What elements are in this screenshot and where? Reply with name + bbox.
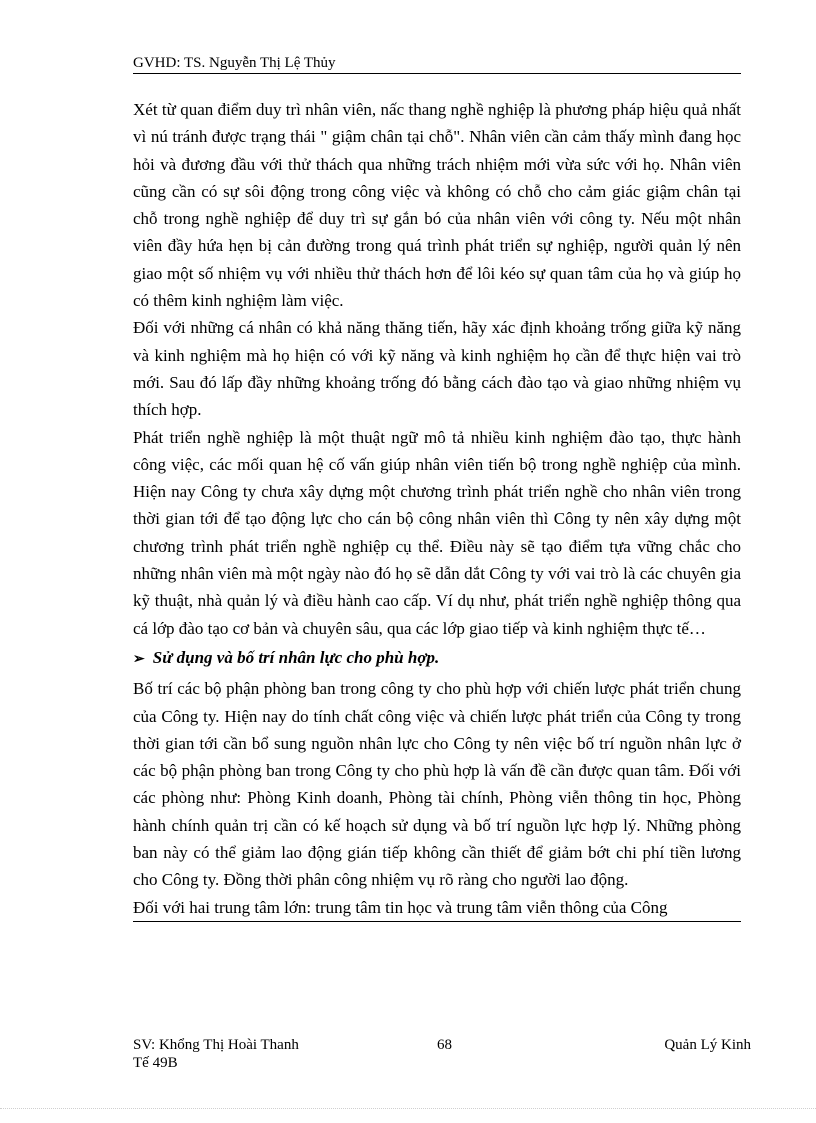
footer-student-class: Tế 49B [133,1055,178,1071]
page-number: 68 [437,1037,452,1053]
paragraph-5: Đối với hai trung tâm lớn: trung tâm tin học và trung tâm viễn thông của Công [133,894,741,922]
page-bottom-divider [0,1108,816,1109]
paragraph-1: Xét từ quan điểm duy trì nhân viên, nấc thang nghề nghiệp là phương pháp hiệu quả nhất vì nú tránh được trạng thái " giậm chân tại chỗ". Nhân viên cần cảm thấy mình đang học hỏi và đương đầu với thử thách qua những trách nhiệm mới vừa sức với họ. Nhân viên cũng cần có sự sôi động trong công việc và không có chỗ cho cảm giác giậm chân tại chỗ trong nghề nghiệp để duy trì sự gắn bó của nhân viên với công ty. Nếu một nhân viên đầy hứa hẹn bị cản đường trong quá trình phát triển sự nghiệp, người quản lý nên giao một số nhiệm vụ với nhiều thử thách hơn để lôi kéo sự quan tâm của họ và giúp họ có thêm kinh nghiệm làm việc. [133,100,741,311]
page-body [133,96,741,922]
section-heading [133,644,741,673]
footer-student [133,1036,353,1072]
section-heading-text: Sử dụng và bố trí nhân lực cho phù hợp. [152,647,440,667]
paragraph-3: Phát triển nghề nghiệp là một thuật ngữ mô tả nhiều kinh nghiệm đào tạo, thực hành công việc, các mối quan hệ cố vấn giúp nhân viên tiến bộ trong nghề nghiệp của mình. Hiện nay Công ty chưa xây dựng một chương trình phát triển nghề cho nhân viên trong thời gian tới để tạo động lực cho cán bộ công nhân viên thì Công ty nên xây dựng một chương trình phát triển nghề nghiệp cụ thể. Điều này sẽ tạo điểm tựa vững chắc cho những nhân viên mà một ngày nào đó họ sẽ dẫn dắt Công ty với vai trò là các chuyên gia kỹ thuật, nhà quản lý và điều hành cao cấp. Ví dụ như, phát triển nghề nghiệp thông qua cá lớp đào tạo cơ bản và chuyên sâu, qua các lớp giao tiếp và kinh nghiệm thực tế… [133,427,741,638]
footer-major: Quản Lý Kinh [664,1037,751,1053]
arrow-bullet-icon: ➢ [133,651,145,667]
paragraph-4: Bố trí các bộ phận phòng ban trong công ty cho phù hợp với chiến lược phát triển chung của Công ty. Hiện nay do tính chất công việc và chiến lược phát triển của Công ty trong thời gian tới cần bổ sung nguồn nhân lực cho Công ty nên việc bố trí nguồn nhân lực ở các bộ phận phòng ban trong Công ty cho phù hợp là vấn đề cần được quan tâm. Đối với các phòng như: Phòng Kinh doanh, Phòng tài chính, Phòng viễn thông tin học, Phòng hành chính quản trị cần có kế hoạch sử dụng và bố trí nguồn lực hợp lý. Những phòng ban này có thể giảm lao động gián tiếp không cần thiết để giảm bớt chi phí tiền lương cho Công ty. Đồng thời phân công nhiệm vụ rõ ràng cho người lao động. [133,679,741,890]
page-header: GVHD: TS. Nguyễn Thị Lệ Thủy [133,54,741,74]
paragraph-2: Đối với những cá nhân có khả năng thăng tiến, hãy xác định khoảng trống giữa kỹ năng và kinh nghiệm mà họ hiện có với kỹ năng và kinh nghiệm họ cần để thực hiện vai trò mới. Sau đó lấp đầy những khoảng trống đó bằng cách đào tạo và giao những nhiệm vụ thích hợp. [133,318,741,420]
footer-student-name: SV: Khổng Thị Hoài Thanh [133,1037,299,1053]
